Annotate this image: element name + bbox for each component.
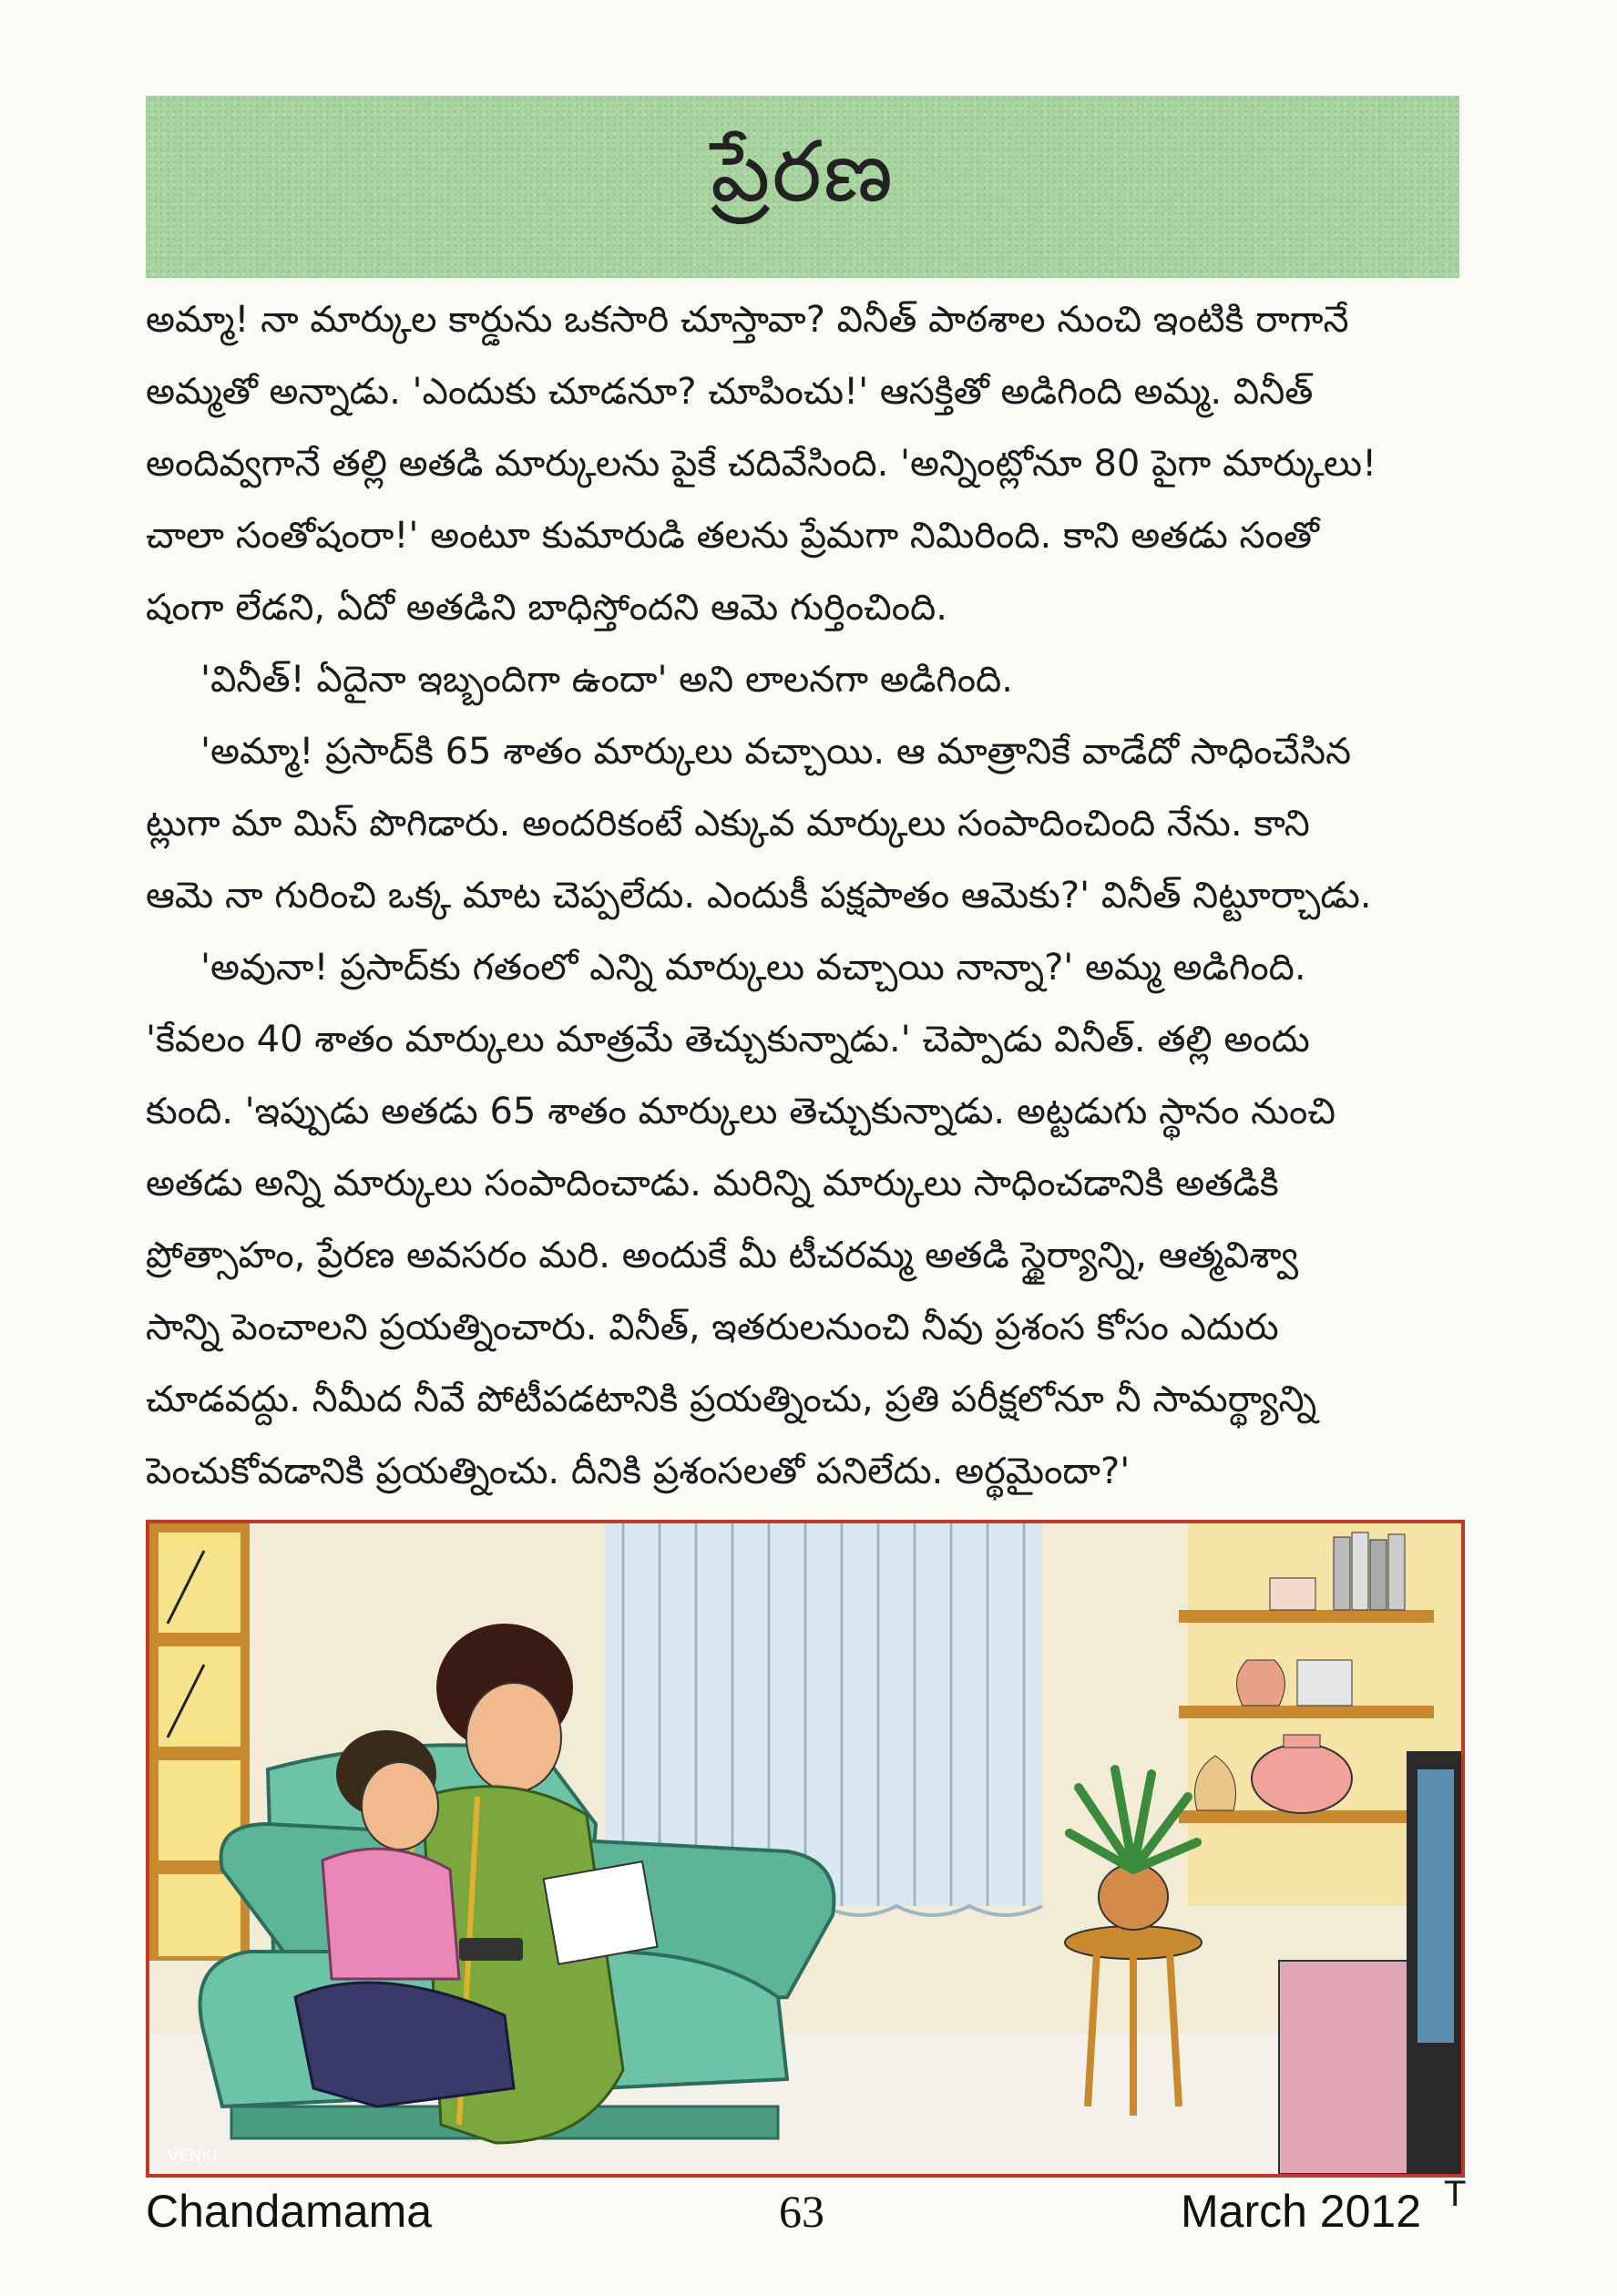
story-line: పెంచుకోవడానికి ప్రయత్నించు. దీనికి ప్రశంసలతో పనిలేదు. అర్థమైందా?' <box>146 1450 1131 1492</box>
story-line: షంగా లేడని, ఏదో అతడిని బాధిస్తోందని ఆమె గుర్తించింది. <box>146 587 947 629</box>
story-illustration <box>146 1520 1465 2178</box>
story-line: కుంది. 'ఇప్పుడు అతడు 65 శాతం మార్కులు తెచ్చుకున్నాడు. అట్టడుగు స్థానం నుంచి <box>146 1091 1336 1133</box>
magazine-name: Chandamama <box>146 2186 433 2237</box>
story-title: ప్రేరణ <box>711 123 895 220</box>
artist-signature: VENKI <box>168 2147 218 2166</box>
story-line: ప్రోత్సాహం, ప్రేరణ అవసరం మరి. అందుకే మీ టీచరమ్మ అతడి స్థైర్యాన్ని, ఆత్మవిశ్వా <box>146 1235 1299 1276</box>
story-line: చాలా సంతోషంరా!' అంటూ కుమారుడి తలను ప్రేమగా నిమిరింది. కాని అతడు సంతో <box>146 515 1319 557</box>
story-line: అమ్మతో అన్నాడు. 'ఎందుకు చూడనూ? చూపించు!' ఆసక్తితో అడిగింది అమ్మ. వినీత్ <box>146 371 1314 413</box>
story-text <box>146 284 1459 1724</box>
story-line: 'అమ్మా! ప్రసాద్‌కి 65 శాతం మార్కులు వచ్చాయి. ఆ మాత్రానికే వాడేదో సాధించేసిన <box>200 731 1352 773</box>
story-line: అతడు అన్ని మార్కులు సంపాదించాడు. మరిన్ని మార్కులు సాధించడానికి అతడికి <box>146 1163 1279 1204</box>
story-line: 'కేవలం 40 శాతం మార్కులు మాత్రమే తెచ్చుకున్నాడు.' చెప్పాడు వినీత్. తల్లి అందు <box>146 1019 1310 1061</box>
title-banner <box>146 96 1459 278</box>
story-line: అందివ్వగానే తల్లి అతడి మార్కులను పైకే చదివేసింది. 'అన్నింట్లోనూ 80 పైగా మార్కులు! <box>146 443 1377 485</box>
story-line: ఆమె నా గురించి ఒక్క మాట చెప్పలేదు. ఎందుకీ పక్షపాతం ఆమెకు?' వినీత్ నిట్టూర్చాడు. <box>146 875 1372 917</box>
story-line: చూడవద్దు. నీమీద నీవే పోటీపడటానికి ప్రయత్నించు, ప్రతి పరీక్షలోనూ నీ సామర్థ్యాన్ని <box>146 1379 1317 1420</box>
issue-date: March 2012 <box>1181 2186 1422 2237</box>
page-number: 63 <box>779 2186 824 2237</box>
corner-mark: T <box>1444 2174 1467 2214</box>
story-line: సాన్ని పెంచాలని ప్రయత్నించారు. వినీత్, ఇతరులనుంచి నీవు ప్రశంస కోసం ఎదురు <box>146 1307 1279 1348</box>
story-line: ట్లుగా మా మిస్ పొగిడారు. అందరికంటే ఎక్కువ మార్కులు సంపాదించింది నేను. కాని <box>146 803 1310 845</box>
story-line: 'అవునా! ప్రసాద్‌కు గతంలో ఎన్ని మార్కులు వచ్చాయి నాన్నా?' అమ్మ అడిగింది. <box>200 947 1306 989</box>
story-line: 'వినీత్! ఏదైనా ఇబ్బందిగా ఉందా' అని లాలనగా అడిగింది. <box>200 659 1013 701</box>
window <box>149 1523 250 1961</box>
story-line: అమ్మా! నా మార్కుల కార్డును ఒకసారి చూస్తావా? వినీత్ పాఠశాల నుంచి ఇంటికి రాగానే <box>146 299 1349 341</box>
illustration-scene <box>149 1523 1461 2174</box>
